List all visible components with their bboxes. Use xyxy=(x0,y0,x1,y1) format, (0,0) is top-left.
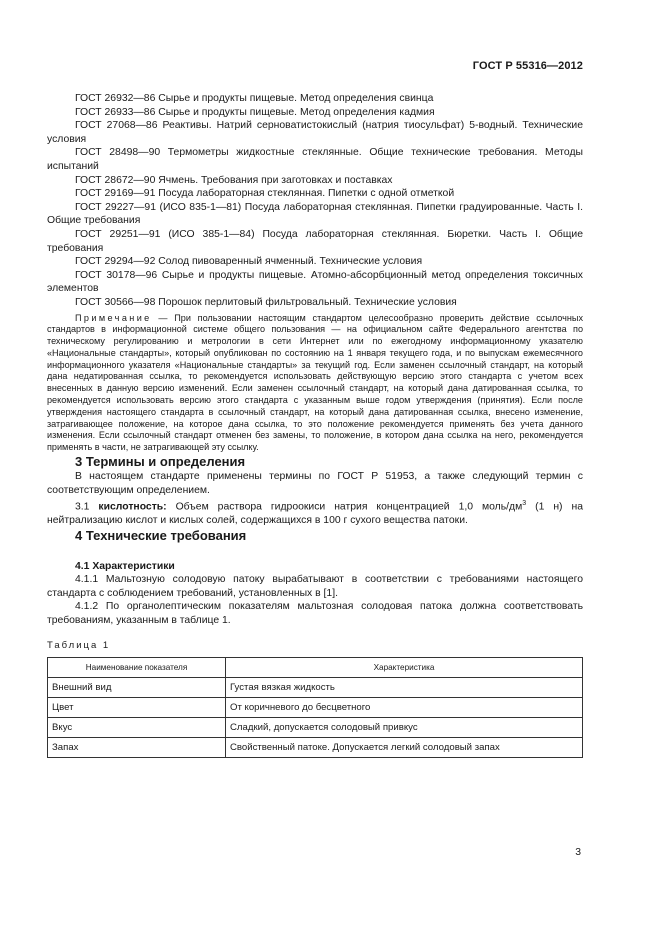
table-row xyxy=(48,718,583,738)
reference-item: ГОСТ 29227—91 (ИСО 835-1—81) Посуда лабораторная стеклянная. Пипетки градуированные. Часть I. Общие требования xyxy=(47,201,583,227)
page-content xyxy=(47,92,583,758)
table-cell: Запах xyxy=(48,738,226,758)
term-definition xyxy=(47,497,583,528)
subsection-4-1-title: 4.1 Характеристики xyxy=(75,560,175,572)
normative-references-list xyxy=(47,92,583,310)
table-1 xyxy=(47,657,583,758)
section-3-title: 3 Термины и определения xyxy=(75,454,246,470)
definition-text-a: Объем раствора гидроокиси натрия концентрацией 1,0 моль/дм xyxy=(166,501,523,513)
definition-superscript: 3 xyxy=(522,500,527,508)
references-note xyxy=(47,313,583,455)
table-cell: Цвет xyxy=(48,698,226,718)
definition-text-b: (1 н) на нейтрализацию кислот и кислых солей, содержащихся в 100 г сухого вещества патоки. xyxy=(47,501,584,527)
reference-item: ГОСТ 27068—86 Реактивы. Натрий серноватистокислый (натрия тиосульфат) 5-водный. Технические условия xyxy=(47,120,583,145)
table-header-row xyxy=(48,658,583,678)
table-cell: Внешний вид xyxy=(48,678,226,698)
table-cell: От коричневого до бесцветного xyxy=(226,698,583,718)
table-cell: Свойственный патоке. Допускается легкий солодовый запах xyxy=(226,738,583,758)
table-cell: Сладкий, допускается солодовый привкус xyxy=(226,718,583,738)
table-row xyxy=(48,698,583,718)
table-cell: Вкус xyxy=(48,718,226,738)
definition-number: 3.1 xyxy=(75,501,99,513)
table-row xyxy=(48,738,583,758)
paragraph-4-1-2: 4.1.2 По органолептическим показателям мальтозная солодовая патока должна соответствовать требованиям, указанным в таблице 1. xyxy=(47,601,583,626)
reference-item: ГОСТ 29251—91 (ИСО 385-1—84) Посуда лабораторная стеклянная. Бюретки. Часть I. Общие требования xyxy=(47,228,583,254)
reference-item: ГОСТ 26932—86 Сырье и продукты пищевые. Метод определения свинца xyxy=(75,93,434,104)
reference-item: ГОСТ 29294—92 Солод пивоваренный ячменный. Технические условия xyxy=(75,256,423,268)
column-header: Характеристика xyxy=(226,658,583,678)
column-header: Наименование показателя xyxy=(48,658,226,678)
table-caption: Таблица 1 xyxy=(47,640,111,652)
reference-item: ГОСТ 26933—86 Сырье и продукты пищевые. Метод определения кадмия xyxy=(75,106,435,118)
section-4-title: 4 Технические требования xyxy=(75,527,247,543)
section-3-intro: В настоящем стандарте применены термины по ГОСТ Р 51953, а также следующий термин с соответствующим определением. xyxy=(47,471,583,496)
page-number: 3 xyxy=(575,847,581,858)
reference-item: ГОСТ 28672—90 Ячмень. Требования при заготовках и поставках xyxy=(75,174,393,186)
note-text: — При пользовании настоящим стандартом целесообразно проверить действие ссылочных стандартов в информационной системе общего пользования — на официальном сайте Федерального агентства по техническому регулированию и метрологии в сети Интернет или по ежегодному информационному указателю «Национальные стандарты», который опубликован по состоянию на 1 января текущего года, и по выпускам ежемесячного информационного указателя «Национальные стандарты» за текущий год. Если заменен ссылочный стандарт, на который дана недатированная ссылка, то рекомендуется использовать действующую версию этого стандарта с учетом всех внесенных в данную версию изменений. Если заменен ссылочный стандарт, на который дана датированная ссылка, то рекомендуется использовать версию этого стандарта с указанным выше годом утверждения (принятия). Если после утверждения настоящего стандарта в ссылочный стандарт, на который дана датированная ссылка, внесено изменение, затрагивающее положение, на которое дана ссылка, то это положение рекомендуется применять без учета данного изменения. Если ссылочный стандарт отменен без замены, то положение, в котором дана ссылка на него, рекомендуется применять в части, не затрагивающей эту ссылку. xyxy=(47,312,583,453)
paragraph-4-1-1: 4.1.1 Мальтозную солодовую патоку вырабатывают в соответствии с требованиями настоящего стандарта с соблюдением требований, установленных в [1]. xyxy=(47,573,583,599)
reference-item: ГОСТ 28498—90 Термометры жидкостные стеклянные. Общие технические требования. Методы испытаний xyxy=(47,147,583,172)
reference-item: ГОСТ 30178—96 Сырье и продукты пищевые. Атомно-абсорбционный метод определения токсичных элементов xyxy=(47,269,583,295)
note-label: Примечание xyxy=(75,312,152,323)
document-code: ГОСТ Р 55316—2012 xyxy=(472,60,583,72)
table-cell: Густая вязкая жидкость xyxy=(226,678,583,698)
term-name: кислотность: xyxy=(98,501,167,513)
table-row xyxy=(48,678,583,698)
reference-item: ГОСТ 30566—98 Порошок перлитовый фильтровальный. Технические условия xyxy=(75,296,457,308)
reference-item: ГОСТ 29169—91 Посуда лабораторная стеклянная. Пипетки с одной отметкой xyxy=(75,188,455,200)
